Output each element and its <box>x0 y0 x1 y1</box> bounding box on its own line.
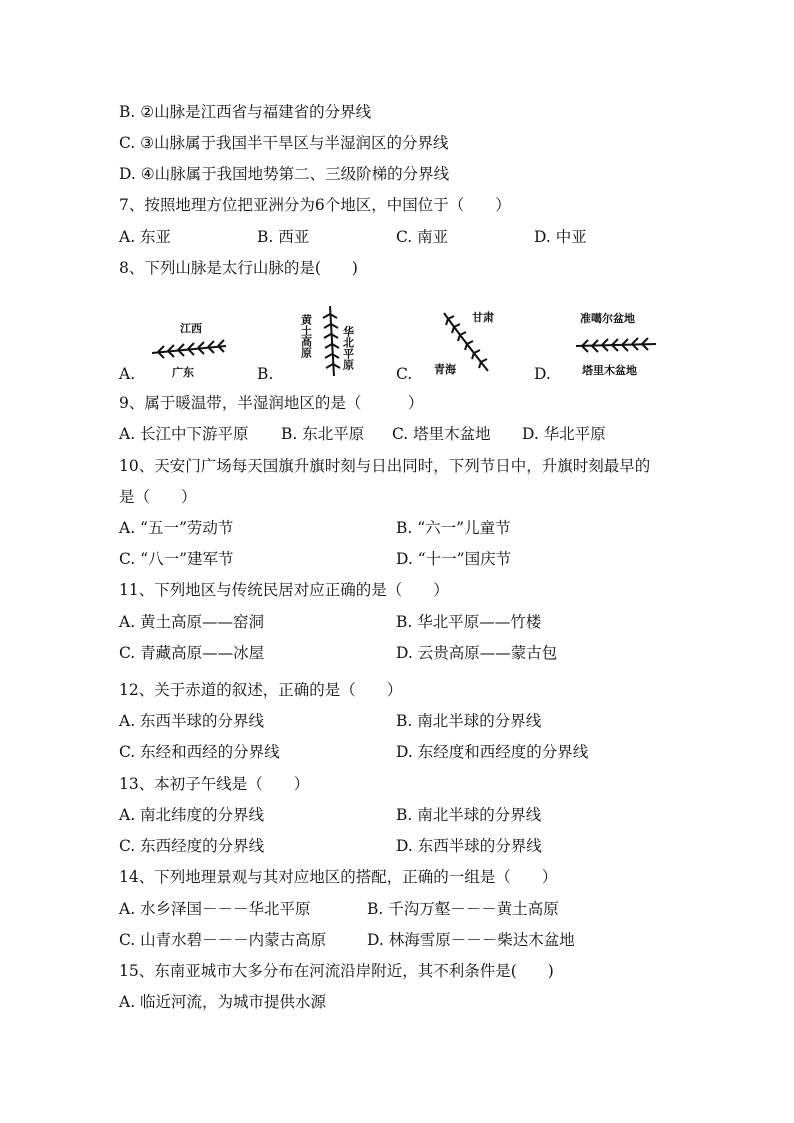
q7-option-a: A. 东亚 <box>119 228 172 246</box>
q12-option-d: D. 东经度和西经度的分界线 <box>396 743 589 761</box>
q9-option-a: A. 长江中下游平原 <box>119 425 249 443</box>
question-10-line1: 10、天安门广场每天国旗升旗时刻与日出同时，下列节日中，升旗时刻最早的 <box>119 457 651 475</box>
q8-a-label-top: 江西 <box>180 322 202 335</box>
question-9: 9、属于暖温带，半湿润地区的是（ ） <box>119 394 424 412</box>
question-11: 11、下列地区与传统民居对应正确的是（ ） <box>119 581 449 599</box>
question-8: 8、下列山脉是太行山脉的是( ) <box>119 259 358 277</box>
mountain-range-symbol-a <box>152 340 226 358</box>
q10-option-a: A. “五一”劳动节 <box>119 519 234 537</box>
q8-option-c-letter: C. <box>396 365 413 383</box>
q6-option-d: D. ④山脉属于我国地势第二、三级阶梯的分界线 <box>119 165 450 183</box>
q10-option-d: D. “十一”国庆节 <box>396 550 512 568</box>
question-10-line2: 是（ ） <box>119 488 197 506</box>
q9-option-d: D. 华北平原 <box>522 425 606 443</box>
q7-option-b: B. 西亚 <box>257 228 310 246</box>
question-14: 14、下列地理景观与其对应地区的搭配，正确的一组是（ ） <box>119 868 558 886</box>
q8-d-label-bottom: 塔里木盆地 <box>582 364 637 377</box>
q13-option-c: C. 东西经度的分界线 <box>119 837 265 855</box>
q7-option-c: C. 南亚 <box>396 228 449 246</box>
q10-option-c: C. “八一”建军节 <box>119 550 234 568</box>
q8-option-c-mountain-diagram <box>430 305 500 380</box>
q14-option-d: D. 林海雪原－－－柴达木盆地 <box>367 931 575 949</box>
q8-option-a-mountain-diagram <box>148 318 233 380</box>
q10-option-b: B. “六一”儿童节 <box>396 519 511 537</box>
q8-option-b-letter: B. <box>257 365 274 383</box>
q11-option-b: B. 华北平原——竹楼 <box>396 613 542 631</box>
q8-b-label-left: 黄土高原 <box>299 314 313 358</box>
q14-option-c: C. 山青水碧－－－内蒙古高原 <box>119 931 327 949</box>
q12-option-c: C. 东经和西经的分界线 <box>119 743 280 761</box>
q11-option-c: C. 青藏高原——冰屋 <box>119 644 265 662</box>
q8-option-d-letter: D. <box>534 365 551 383</box>
q7-option-d: D. 中亚 <box>534 228 587 246</box>
q15-option-a: A. 临近河流，为城市提供水源 <box>119 993 327 1011</box>
q9-option-b: B. 东北平原 <box>281 425 365 443</box>
q12-option-a: A. 东西半球的分界线 <box>119 712 265 730</box>
mountain-range-symbol-b <box>323 306 340 376</box>
question-7: 7、按照地理方位把亚洲分为6个地区，中国位于（ ） <box>119 196 511 214</box>
q9-option-c: C. 塔里木盆地 <box>392 425 491 443</box>
q8-b-label-right: 华北平原 <box>341 326 355 370</box>
q6-option-b: B. ②山脉是江西省与福建省的分界线 <box>119 103 372 121</box>
q14-option-b: B. 千沟万壑－－－黄土高原 <box>367 900 559 918</box>
q11-option-d: D. 云贵高原——蒙古包 <box>396 644 558 662</box>
q11-option-a: A. 黄土高原——窑洞 <box>119 613 265 631</box>
q8-d-label-top: 准噶尔盆地 <box>580 312 635 325</box>
question-13: 13、本初子午线是（ ） <box>119 775 310 793</box>
question-12: 12、关于赤道的叙述，正确的是（ ） <box>119 681 403 699</box>
q8-option-d-mountain-diagram <box>572 308 662 380</box>
q8-option-a-letter: A. <box>119 365 136 383</box>
q14-option-a: A. 水乡泽国－－－华北平原 <box>119 900 311 918</box>
q8-option-b-mountain-diagram <box>296 300 366 382</box>
q8-c-label-bottom: 青海 <box>434 363 456 376</box>
mountain-range-symbol-d <box>576 338 656 352</box>
q8-c-label-top: 甘肃 <box>472 311 494 324</box>
question-15: 15、东南亚城市大多分布在河流沿岸附近，其不利条件是( ) <box>119 962 554 980</box>
q13-option-b: B. 南北半球的分界线 <box>396 806 542 824</box>
q6-option-c: C. ③山脉属于我国半干旱区与半湿润区的分界线 <box>119 134 449 152</box>
q13-option-d: D. 东西半球的分界线 <box>396 837 542 855</box>
q12-option-b: B. 南北半球的分界线 <box>396 712 542 730</box>
q13-option-a: A. 南北纬度的分界线 <box>119 806 265 824</box>
q8-a-label-bottom: 广东 <box>172 366 194 379</box>
